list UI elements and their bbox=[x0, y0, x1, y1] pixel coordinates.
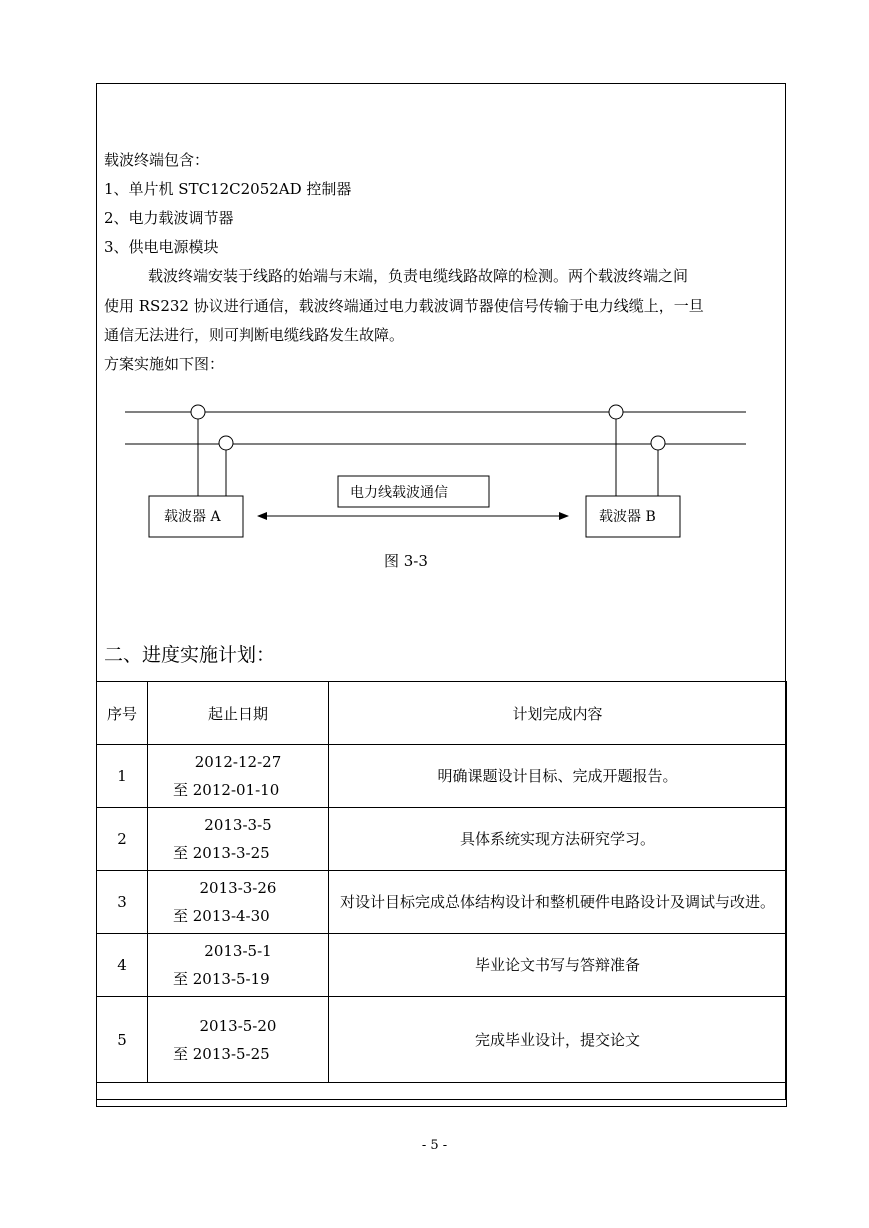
diagram-lead: 方案实施如下图： bbox=[104, 355, 225, 373]
row-start-date: 2013-3-26 bbox=[199, 879, 277, 897]
table-row bbox=[97, 934, 787, 997]
row-date bbox=[148, 808, 329, 871]
header-content: 计划完成内容 bbox=[329, 682, 787, 745]
row-date bbox=[148, 997, 329, 1083]
table-row bbox=[97, 808, 787, 871]
coupler-a-bottom-icon bbox=[219, 436, 233, 450]
row-date bbox=[148, 745, 329, 808]
row-date bbox=[148, 871, 329, 934]
paragraph-line-1: 载波终端安装于线路的始端与末端，负责电缆线路故障的检测。两个载波终端之间 bbox=[148, 267, 689, 285]
row-content: 具体系统实现方法研究学习。 bbox=[329, 808, 787, 871]
paragraph-line-3: 通信无法进行，则可判断电缆线路发生故障。 bbox=[104, 326, 405, 344]
header-no: 序号 bbox=[97, 682, 148, 745]
row-no: 5 bbox=[97, 997, 148, 1083]
table-header-row bbox=[97, 682, 787, 745]
row-no: 4 bbox=[97, 934, 148, 997]
figure-caption: 图 3-3 bbox=[384, 552, 428, 570]
table-empty-row bbox=[97, 1083, 787, 1107]
page-number: - 5 - bbox=[421, 1138, 448, 1153]
table-row bbox=[97, 871, 787, 934]
row-end-date: 至 2013-3-25 bbox=[173, 844, 270, 862]
row-content: 完成毕业设计，提交论文 bbox=[329, 997, 787, 1083]
coupler-b-bottom-icon bbox=[651, 436, 665, 450]
row-start-date: 2012-12-27 bbox=[194, 753, 282, 771]
paragraph-line-2: 使用 RS232 协议进行通信，载波终端通过电力载波调节器使信号传输于电力线缆上，一旦 bbox=[104, 297, 704, 315]
row-no: 2 bbox=[97, 808, 148, 871]
intro-heading: 载波终端包含： bbox=[104, 151, 210, 169]
intro-item-2: 2、电力载波调节器 bbox=[104, 209, 234, 227]
carrier-box-b-label: 载波器 B bbox=[599, 509, 656, 525]
intro-item-1: 1、单片机 STC12C2052AD 控制器 bbox=[104, 180, 352, 198]
carrier-box-a-label: 载波器 A bbox=[164, 509, 221, 525]
header-date: 起止日期 bbox=[148, 682, 329, 745]
row-content: 对设计目标完成总体结构设计和整机硬件电路设计及调试与改进。 bbox=[329, 871, 787, 934]
row-date bbox=[148, 934, 329, 997]
intro-item-3: 3、供电电源模块 bbox=[104, 238, 219, 256]
coupler-b-top-icon bbox=[609, 405, 623, 419]
row-no: 1 bbox=[97, 745, 148, 808]
row-end-date: 至 2013-4-30 bbox=[173, 907, 270, 925]
table-row bbox=[97, 997, 787, 1083]
table-row bbox=[97, 745, 787, 808]
link-label: 电力线载波通信 bbox=[350, 485, 448, 501]
row-start-date: 2013-3-5 bbox=[204, 816, 272, 834]
section-title: 二、进度实施计划： bbox=[104, 644, 276, 666]
row-content: 明确课题设计目标、完成开题报告。 bbox=[329, 745, 787, 808]
coupler-a-top-icon bbox=[191, 405, 205, 419]
row-no: 3 bbox=[97, 871, 148, 934]
row-content: 毕业论文书写与答辩准备 bbox=[329, 934, 787, 997]
row-start-date: 2013-5-20 bbox=[199, 1016, 277, 1035]
carrier-diagram bbox=[96, 396, 756, 546]
row-end-date: 至 2012-01-10 bbox=[173, 781, 280, 799]
row-end-date: 至 2013-5-19 bbox=[173, 970, 270, 988]
schedule-table bbox=[96, 681, 787, 1107]
row-end-date: 至 2013-5-25 bbox=[173, 1044, 270, 1063]
row-start-date: 2013-5-1 bbox=[204, 942, 272, 960]
empty-cell bbox=[97, 1083, 787, 1107]
